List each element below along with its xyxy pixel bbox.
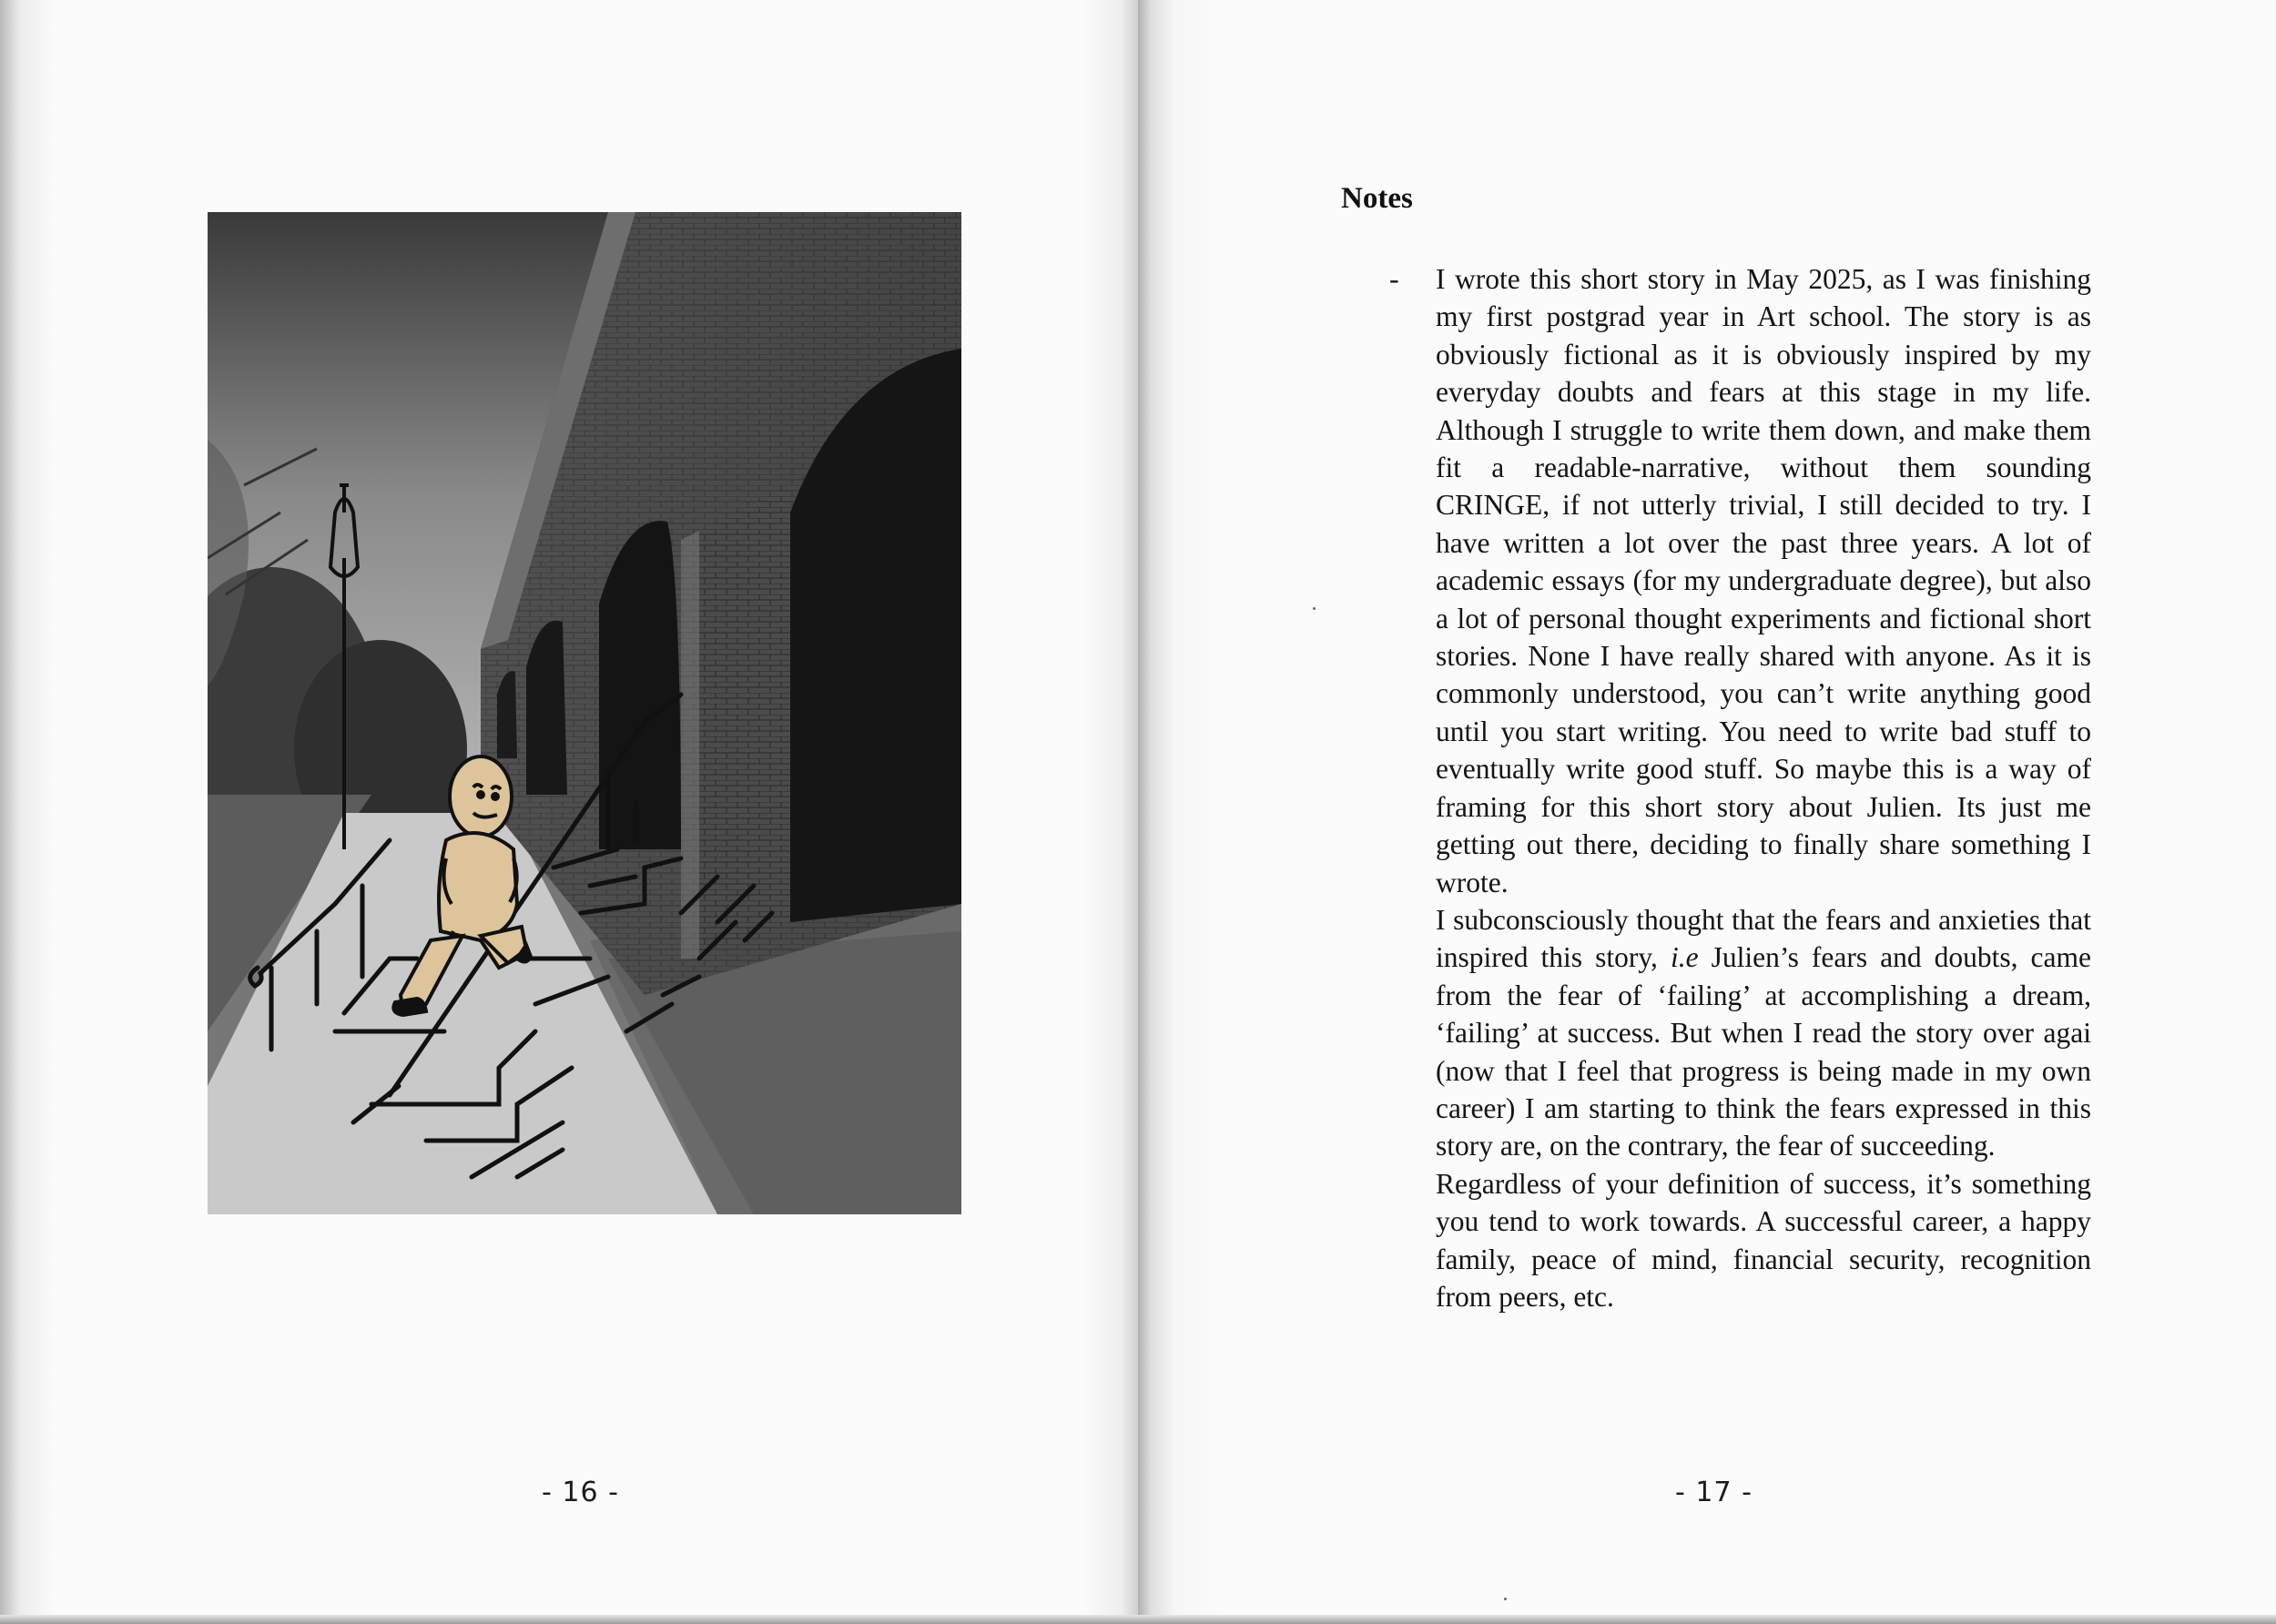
photo-illustration — [208, 212, 961, 1214]
notes-paragraph-1: I wrote this short story in May 2025, as I was finishing my first postgrad year in Art school. The story is as obviously fictional as it is obviously inspired by my everyday doubts and fears at this stage in my life. Although I struggle to write them down, and make them fit a readable-narrative, without them sounding CRINGE, if not utterly trivial, I still decided to try. I have written a lot over the past three years. A lot of academic essays (for my undergraduate degree), but also a lot of personal thought experiments and fictional short stories. None I have really shared with anyone. As it is commonly understood, you can’t write anything good until you start writing. You need to write bad stuff to eventually write good stuff. So maybe this is a way of framing for this short story about Julien. Its just me getting out there, deciding to finally share something I wrote. — [1436, 263, 2091, 898]
paper-speck — [1313, 607, 1316, 610]
photo-graphic — [208, 212, 961, 1214]
paper-speck — [1504, 1598, 1507, 1600]
page-number-left: - 16 - — [542, 1477, 619, 1508]
notes-paragraph-3: Regardless of your definition of success, it’s something you tend to work towards. A successful career, a happy family, peace of mind, financial security, recognition from peers, etc. — [1436, 1167, 2091, 1313]
bullet-dash: - — [1389, 262, 1399, 295]
notes-body — [1436, 260, 2091, 1315]
notes-paragraph-2: I subconsciously thought that the fears and anxieties that inspired this story, i.e Julien’s fears and doubts, came from the fear of ‘failing’ at accomplishing a dream, ‘failing’ at success. But when I read the story over agai (now that I feel that progress is being made in my own career) I am starting to think the fears expressed in this story are, on the contrary, the fear of succeeding. — [1436, 903, 2091, 1162]
page-edge-strip — [0, 1615, 2276, 1624]
notes-heading: Notes — [1341, 182, 1413, 215]
page-number-right: - 17 - — [1675, 1477, 1753, 1508]
